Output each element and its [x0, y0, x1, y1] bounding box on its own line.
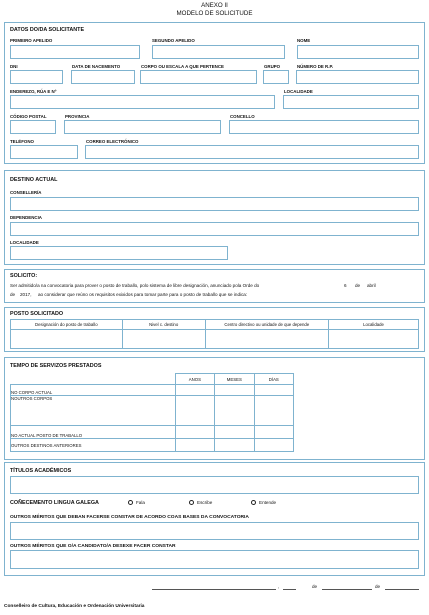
service-time-table [10, 373, 294, 452]
solicito-title: SOLICITO: [10, 273, 38, 279]
noutros-corpos-anos[interactable] [175, 396, 214, 426]
row-noutros-corpos: NOUTROS CORPOS [11, 396, 176, 426]
dependencia-label: DEPENDENCIA [10, 215, 42, 220]
titulos-field[interactable] [10, 476, 419, 494]
outros-destinos-meses[interactable] [215, 439, 255, 452]
current-destination-title: DESTINO ACTUAL [10, 177, 58, 183]
applicant-data-section [4, 22, 425, 164]
addressee: Conselleiro de Cultura, Educación e Ordenación Universitaria [4, 604, 145, 609]
meritos-bases-label: OUTROS MÉRITOS QUE DEBAN FACERSE CONSTAR DE ACORDO COAS BASES DA CONVOCATORIA [10, 515, 249, 520]
row-outros-destinos: OUTROS DESTINOS ANTERIORES [11, 439, 176, 452]
dependencia-field[interactable] [10, 222, 419, 236]
fala-label: Fala [136, 500, 145, 505]
entende-radio-icon[interactable] [251, 500, 256, 505]
solicito-year: 2017, [20, 292, 32, 297]
applicant-data-title: DATOS DO/DA SOLICITANTE [10, 27, 85, 33]
conselleria-label: CONSELLERÍA [10, 190, 42, 195]
requested-post-title: POSTO SOLICITADO [10, 311, 64, 317]
footer-de1: de [312, 584, 318, 589]
entende-label: Entende [259, 500, 277, 505]
destino-localidade-field[interactable] [10, 246, 228, 260]
grupo-label: GRUPO [264, 64, 281, 69]
segundo-apelido-label: SEGUNDO APELIDO [152, 38, 195, 43]
col-nivel: Nivel c. destino [122, 320, 205, 330]
correo-label: CORREO ELECTRÓNICO [86, 139, 139, 144]
corpo-actual-dias[interactable] [254, 385, 293, 396]
year-line[interactable] [385, 589, 419, 590]
provincia-field[interactable] [64, 120, 221, 134]
col-meses: MESES [215, 374, 255, 385]
escribe-label: Escribe [197, 500, 213, 505]
col-centro: Centro directivo ou unidade de que depende [205, 320, 328, 330]
annex-label: ANEXO II [201, 2, 228, 9]
footer-comma: , [278, 584, 280, 589]
data-nacemento-label: DATA DE NACEMENTO [72, 64, 121, 69]
solicito-month: abril [367, 283, 376, 288]
grupo-field[interactable] [263, 70, 289, 84]
nrp-label: NÚMERO DE R.P. [297, 64, 334, 69]
lingua-galega-label: COÑECEMENTO LINGUA GALEGA [10, 500, 99, 506]
footer-de2: de [375, 584, 381, 589]
centro-cell[interactable] [205, 330, 328, 349]
titulos-label: TÍTULOS ACADÉMICOS [10, 468, 72, 474]
col-designacion: Designación do posto de traballo [11, 320, 123, 330]
meritos-bases-field[interactable] [10, 522, 419, 540]
destino-localidade-label: LOCALIDADE [10, 240, 39, 245]
col-dias: DÍAS [254, 374, 293, 385]
col-localidade: Localidade [329, 320, 419, 330]
concello-field[interactable] [229, 120, 419, 134]
solicito-line1: Ser admitido/a na convocatoria para prover o posto de traballo, polo sistema de libre designación, anunciado pola Orde do [10, 283, 260, 288]
place-line[interactable] [152, 589, 276, 590]
nivel-cell[interactable] [122, 330, 205, 349]
option-fala[interactable] [128, 500, 145, 505]
month-line[interactable] [322, 589, 372, 590]
noutros-corpos-meses[interactable] [215, 396, 255, 426]
corpo-actual-meses[interactable] [215, 385, 255, 396]
noutros-corpos-dias[interactable] [254, 396, 293, 426]
localidade-field[interactable] [283, 95, 419, 109]
localidade-cell[interactable] [329, 330, 419, 349]
form-title: MODELO DE SOLICITUDE [176, 10, 253, 17]
solicito-de: de [355, 283, 361, 288]
day-line[interactable] [283, 589, 296, 590]
data-nacemento-field[interactable] [71, 70, 135, 84]
dni-label: DNI [10, 64, 18, 69]
corpo-label: CORPO OU ESCALA A QUE PERTENCE [141, 64, 224, 69]
empty-corner [11, 374, 176, 385]
escribe-radio-icon[interactable] [189, 500, 194, 505]
option-escribe[interactable] [189, 500, 212, 505]
requested-post-table [10, 319, 419, 349]
telefono-label: TELÉFONO [10, 139, 34, 144]
enderezo-label: ENDEREZO, RÚA E Nº [10, 89, 57, 94]
meritos-desexe-field[interactable] [10, 550, 419, 569]
concello-label: CONCELLO [230, 114, 255, 119]
solicito-day: 6 [344, 283, 347, 288]
solicito-line2: ao considerar que reúno os requisitos exixidos para tomar parte para o posto de traballo que se indica: [38, 292, 248, 297]
telefono-field[interactable] [10, 145, 78, 159]
actual-posto-dias[interactable] [254, 426, 293, 439]
corpo-actual-anos[interactable] [175, 385, 214, 396]
primeiro-apelido-label: PRIMEIRO APELIDO [10, 38, 53, 43]
meritos-desexe-label: OUTROS MÉRITOS QUE O/A CANDIDATO/A DESEXE FACER CONSTAR [10, 544, 176, 549]
actual-posto-meses[interactable] [215, 426, 255, 439]
corpo-field[interactable] [140, 70, 257, 84]
row-actual-posto: NO ACTUAL POSTO DE TRABALLO [11, 426, 176, 439]
outros-destinos-anos[interactable] [175, 439, 214, 452]
conselleria-field[interactable] [10, 197, 419, 211]
codigo-postal-label: CÓDIGO POSTAL [10, 114, 47, 119]
nome-field[interactable] [297, 45, 419, 59]
correo-field[interactable] [85, 145, 419, 159]
enderezo-field[interactable] [10, 95, 275, 109]
solicito-line2-de: de [10, 292, 16, 297]
designacion-cell[interactable] [11, 330, 123, 349]
codigo-postal-field[interactable] [10, 120, 56, 134]
col-anos: ANOS [175, 374, 214, 385]
nrp-field[interactable] [296, 70, 419, 84]
segundo-apelido-field[interactable] [152, 45, 285, 59]
dni-field[interactable] [10, 70, 63, 84]
row-corpo-actual: NO CORPO ACTUAL [11, 385, 176, 396]
service-time-title: TEMPO DE SERVIZOS PRESTADOS [10, 363, 102, 369]
actual-posto-anos[interactable] [175, 426, 214, 439]
primeiro-apelido-field[interactable] [10, 45, 140, 59]
provincia-label: PROVINCIA [65, 114, 90, 119]
outros-destinos-dias[interactable] [254, 439, 293, 452]
nome-label: NOME [297, 38, 311, 43]
localidade-label: LOCALIDADE [284, 89, 313, 94]
option-entende[interactable] [251, 500, 276, 505]
fala-radio-icon[interactable] [128, 500, 133, 505]
